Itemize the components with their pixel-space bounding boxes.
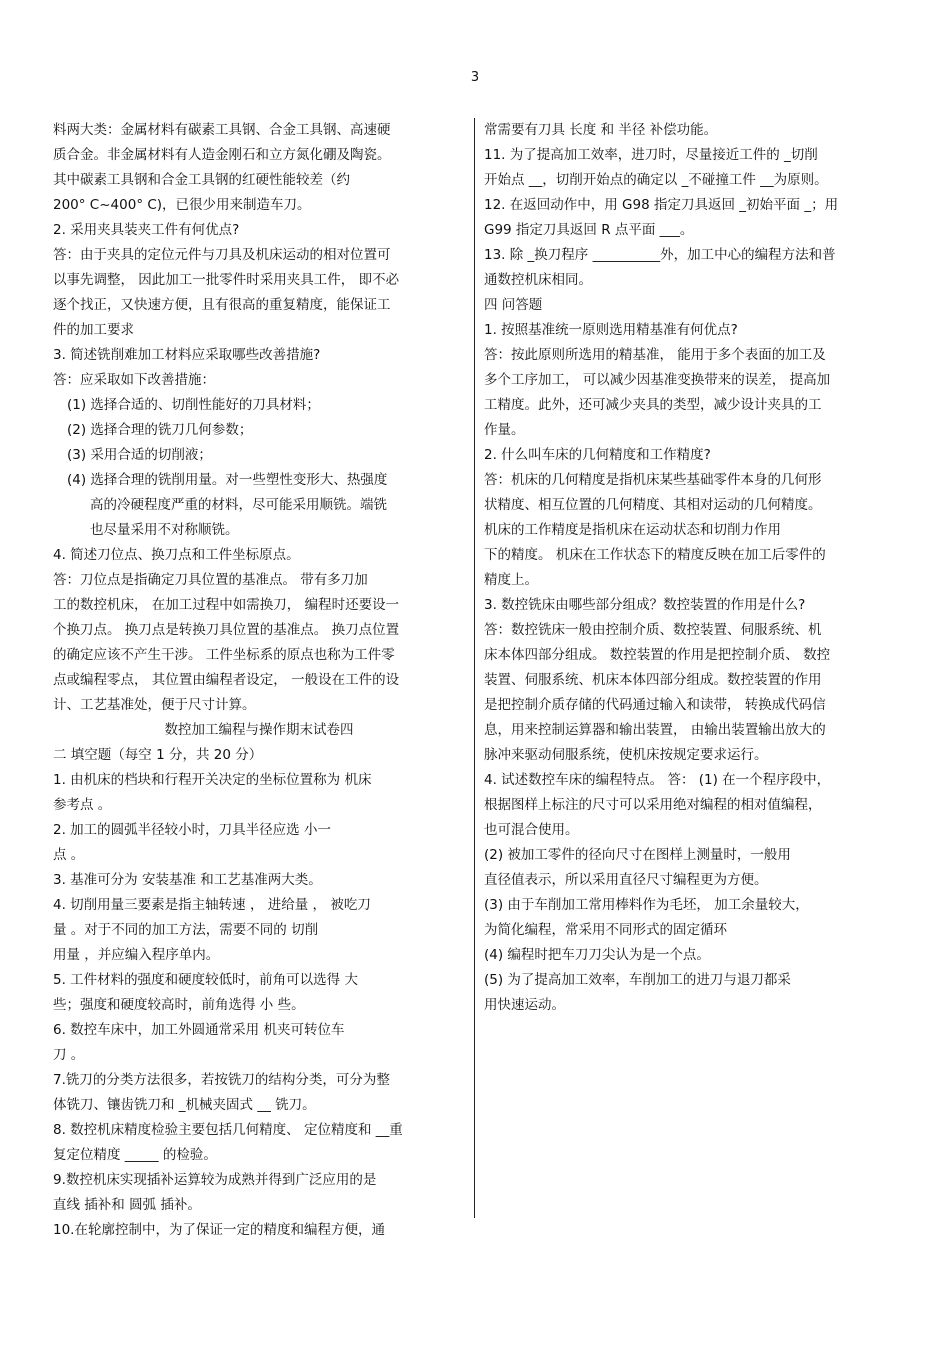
text-line: 个换刀点。 换刀点是转换刀具位置的基准点。 换刀点位置	[53, 622, 400, 638]
text-line: 直线 插补和 圆弧 插补。	[53, 1197, 201, 1213]
list-item: (3) 采用合适的切削液；	[67, 447, 212, 463]
text-line: 答：机床的几何精度是指机床某些基础零件本身的几何形	[484, 472, 822, 488]
question-heading: 4. 简述刀位点、换刀点和工件坐标原点。	[53, 547, 300, 563]
text-line: 用量 ，并应编入程序单内。	[53, 947, 220, 963]
question-heading: 3. 简述铣削难加工材料应采取哪些改善措施?	[53, 347, 321, 363]
text-line: 直径值表示，所以采用直径尺寸编程更为方便。	[484, 872, 768, 888]
question-heading: 2. 采用夹具装夹工件有何优点?	[53, 222, 240, 238]
text-line: 9.数控机床实现插补运算较为成熟并得到广泛应用的是	[53, 1172, 377, 1188]
text-line: 息，用来控制运算器和输出装置， 由输出装置输出放大的	[484, 722, 826, 738]
text-line: 量 。对于不同的加工方法，需要不同的 切削	[53, 922, 319, 938]
question-heading: 3. 数控铣床由哪些部分组成？数控装置的作用是什么?	[484, 597, 806, 613]
text-line: 也可混合使用。	[484, 822, 579, 838]
text-line: 逐个找正，又快速方便，且有很高的重复精度，能保证工	[53, 297, 391, 313]
text-line: 通数控机床相同。	[484, 272, 592, 288]
text-line: 些；强度和硬度较高时，前角选得 小 些。	[53, 997, 305, 1013]
text-line: 根据图样上标注的尺寸可以采用绝对编程的相对值编程，	[484, 797, 822, 813]
text-line: 床本体四部分组成。 数控装置的作用是把控制介质、 数控	[484, 647, 831, 663]
text-line: 200° C~400° C)，已很少用来制造车刀。	[53, 197, 311, 213]
text-line: 刀 。	[53, 1047, 85, 1063]
text-line: 以事先调整， 因此加工一批零件时采用夹具工件， 即不必	[53, 272, 400, 288]
text-line: 复定位精度 _____ 的检验。	[53, 1147, 217, 1163]
text-line: 其中碳素工具钢和合金工具钢的红硬性能较差（约	[53, 172, 350, 188]
text-line: 答：刀位点是指确定刀具位置的基准点。 带有多刀加	[53, 572, 368, 588]
text-line: 常需要有刀具 长度 和 半径 补偿功能。	[484, 122, 718, 138]
text-line: 高的冷硬程度严重的材料，尽可能采用顺铣。端铣	[90, 497, 387, 513]
text-line: 为简化编程，常采用不同形式的固定循环	[484, 922, 727, 938]
section-heading: 四 问答题	[484, 297, 543, 313]
text-line: 脉冲来驱动伺服系统，使机床按规定要求运行。	[484, 747, 768, 763]
text-line: 机床的工作精度是指机床在运动状态和切削力作用	[484, 522, 781, 538]
section-heading: 二 填空题（每空 1 分，共 20 分）	[53, 747, 263, 763]
text-line: 6. 数控车床中，加工外圆通常采用 机夹可转位车	[53, 1022, 345, 1038]
text-line: 7.铣刀的分类方法很多，若按铣刀的结构分类，可分为整	[53, 1072, 390, 1088]
text-line: 答：由于夹具的定位元件与刀具及机床运动的相对位置可	[53, 247, 391, 263]
text-line: 工的数控机床， 在加工过程中如需换刀， 编程时还要设一	[53, 597, 400, 613]
text-line: 多个工序加工， 可以减少因基准变换带来的误差， 提高加	[484, 372, 831, 388]
text-line: 4. 切削用量三要素是指主轴转速 ， 进给量 ， 被吃刀	[53, 897, 371, 913]
text-line: 答：数控铣床一般由控制介质、数控装置、伺服系统、机	[484, 622, 822, 638]
list-item: (4) 选择合理的铣削用量。对一些塑性变形大、热强度	[67, 472, 388, 488]
text-line: 作量。	[484, 422, 525, 438]
text-line: 工精度。此外，还可减少夹具的类型，减少设计夹具的工	[484, 397, 822, 413]
text-line: 答：应采取如下改善措施：	[53, 372, 215, 388]
list-item: (2) 选择合理的铣刀几何参数；	[67, 422, 253, 438]
text-line: (5) 为了提高加工效率，车削加工的进刀与退刀都采	[484, 972, 791, 988]
column-divider	[474, 118, 475, 1218]
text-line: (3) 由于车削加工常用棒料作为毛坯， 加工余量较大，	[484, 897, 809, 913]
right-column	[484, 118, 896, 1018]
text-line: 12. 在返回动作中，用 G98 指定刀具返回 _初始平面 _；用	[484, 197, 839, 213]
text-line: 参考点 。	[53, 797, 112, 813]
text-line: 料两大类：金属材料有碳素工具钢、合金工具钢、高速硬	[53, 122, 391, 138]
text-line: 答：按此原则所选用的精基准， 能用于多个表面的加工及	[484, 347, 826, 363]
left-column	[53, 118, 465, 1243]
text-line: 精度上。	[484, 572, 538, 588]
text-line: 质合金。非金属材料有人造金刚石和立方氮化硼及陶瓷。	[53, 147, 391, 163]
text-line: 8. 数控机床精度检验主要包括几何精度、 定位精度和 __重	[53, 1122, 403, 1138]
text-line: 13. 除 _换刀程序 __________外，加工中心的编程方法和普	[484, 247, 836, 263]
text-line: 5. 工件材料的强度和硬度较低时，前角可以选得 大	[53, 972, 358, 988]
text-line: 是把控制介质存储的代码通过输入和读带， 转换成代码信	[484, 697, 826, 713]
text-line: 也尽量采用不对称顺铣。	[90, 522, 239, 538]
text-line: 点 。	[53, 847, 85, 863]
text-line: 计、工艺基准处，便于尺寸计算。	[53, 697, 256, 713]
text-line: 11. 为了提高加工效率，进刀时，尽量接近工件的 _切削	[484, 147, 818, 163]
page-number: 3	[470, 70, 480, 85]
text-line: G99 指定刀具返回 R 点平面 ___。	[484, 222, 694, 238]
exam-title: 数控加工编程与操作期末试卷四	[164, 722, 354, 738]
question-heading: 1. 按照基准统一原则选用精基准有何优点?	[484, 322, 738, 338]
text-line: 2. 加工的圆弧半径较小时，刀具半径应选 小一	[53, 822, 331, 838]
text-line: 10.在轮廓控制中，为了保证一定的精度和编程方便，通	[53, 1222, 385, 1238]
question-heading: 4. 试述数控车床的编程特点。 答： (1) 在一个程序段中，	[484, 772, 831, 788]
text-line: (4) 编程时把车刀刀尖认为是一个点。	[484, 947, 710, 963]
text-line: 装置、伺服系统、机床本体四部分组成。数控装置的作用	[484, 672, 822, 688]
text-line: 开始点 __，切削开始点的确定以 _不碰撞工件 __为原则。	[484, 172, 828, 188]
text-line: 3. 基准可分为 安装基准 和工艺基准两大类。	[53, 872, 322, 888]
text-line: 点或编程零点， 其位置由编程者设定， 一般设在工件的设	[53, 672, 400, 688]
text-line: 状精度、相互位置的几何精度、其相对运动的几何精度。	[484, 497, 822, 513]
text-line: 件的加工要求	[53, 322, 134, 338]
list-item: (1) 选择合适的、切削性能好的刀具材料；	[67, 397, 320, 413]
text-line: 1. 由机床的档块和行程开关决定的坐标位置称为 机床	[53, 772, 372, 788]
text-line: 用快速运动。	[484, 997, 565, 1013]
question-heading: 2. 什么叫车床的几何精度和工作精度?	[484, 447, 711, 463]
text-line: 下的精度。 机床在工作状态下的精度反映在加工后零件的	[484, 547, 826, 563]
text-line: 体铣刀、镶齿铣刀和 _机械夹固式 __ 铣刀。	[53, 1097, 316, 1113]
text-line: 的确定应该不产生干涉。 工件坐标系的原点也称为工件零	[53, 647, 395, 663]
text-line: (2) 被加工零件的径向尺寸在图样上测量时，一般用	[484, 847, 791, 863]
